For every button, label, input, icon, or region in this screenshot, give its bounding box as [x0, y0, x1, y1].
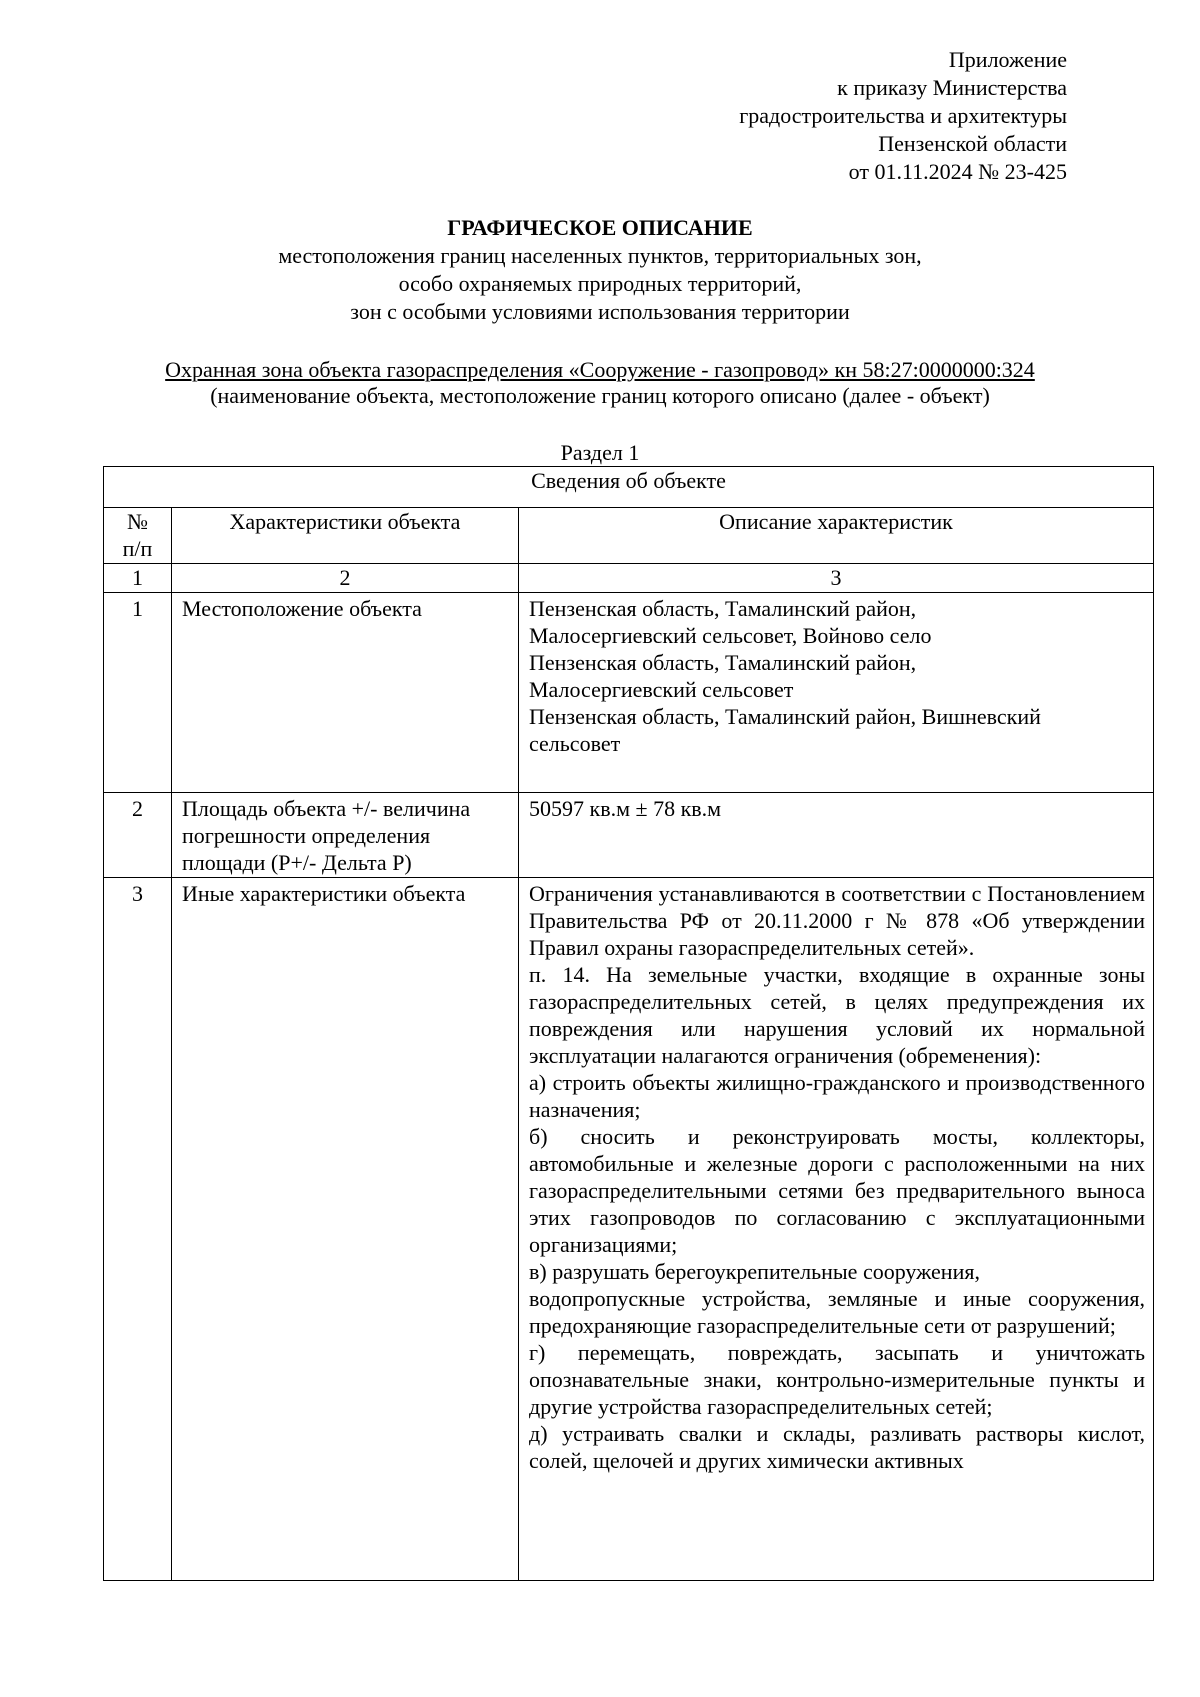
description-paragraph: Ограничения устанавливаются в соответствии с Постановлением Правительства РФ от 20.11.2000 г № 878 «Об утверждении Правил охраны газораспределительных сетей». [529, 881, 1145, 960]
object-name: Охранная зона объекта газораспределения «Сооружение - газопровод» кн 58:27:0000000:324 [165, 357, 1035, 382]
section-label: Раздел 1 [560, 440, 640, 465]
description-line: Пензенская область, Тамалинский район, [529, 596, 917, 621]
appendix-line: от 01.11.2024 № 23-425 [848, 159, 1067, 184]
description-line: сельсовет [529, 731, 621, 756]
document-title: ГРАФИЧЕСКОЕ ОПИСАНИЕ [447, 215, 753, 240]
column-header-num [104, 508, 172, 564]
object-info-table [103, 466, 1154, 1581]
appendix-line: градостроительства и архитектуры [739, 103, 1067, 128]
description-line: Малосергиевский сельсовет [529, 677, 794, 702]
row-characteristic: Площадь объекта +/- величина погрешности определения площади (Р+/- Дельта Р) [172, 793, 519, 878]
column-header-num-line: п/п [122, 536, 153, 561]
row-description [519, 793, 1154, 878]
row-description [519, 878, 1154, 1581]
description-line: 50597 кв.м ± 78 кв.м [529, 796, 722, 821]
row-characteristic: Иные характеристики объекта [172, 878, 519, 1581]
description-line: Малосергиевский сельсовет, Войново село [529, 623, 932, 648]
title-block [100, 214, 1100, 326]
description-line: Пензенская область, Тамалинский район, Вишневский [529, 704, 1041, 729]
table-row [104, 793, 1154, 878]
description-paragraph: в) разрушать берегоукрепительные сооружения, [529, 1259, 980, 1284]
description-line: Пензенская область, Тамалинский район, [529, 650, 917, 675]
row-number: 2 [104, 793, 172, 878]
appendix-line: к приказу Министерства [837, 75, 1067, 100]
subtitle-line: местоположения границ населенных пунктов, территориальных зон, [278, 243, 922, 268]
description-paragraph: а) строить объекты жилищно-гражданского и производственного назначения; [529, 1070, 1145, 1122]
description-paragraph: водопропускные устройства, земляные и иные сооружения, предохраняющие газораспределительные сети от разрушений; [529, 1286, 1145, 1338]
description-paragraph: г) перемещать, повреждать, засыпать и уничтожать опознавательные знаки, контрольно-измерительные пункты и другие устройства газораспределительных сетей; [529, 1340, 1145, 1419]
appendix-line: Пензенской области [878, 131, 1067, 156]
object-caption: (наименование объекта, местоположение границ которого описано (далее - объект) [210, 383, 990, 408]
column-header-desc: Описание характеристик [519, 508, 1154, 564]
document-subtitle [100, 242, 1100, 326]
column-header-char: Характеристики объекта [172, 508, 519, 564]
appendix-line: Приложение [948, 47, 1067, 72]
description-paragraph: п. 14. На земельные участки, входящие в охранные зоны газораспределительных сетей, в целях предупреждения их повреждения или нарушения условий их нормальной эксплуатации налагаются ограничения (обременения): [529, 962, 1145, 1068]
table-heading: Сведения об объекте [104, 467, 1154, 508]
subtitle-line: зон с особыми условиями использования территории [350, 299, 850, 324]
column-header-row [104, 508, 1154, 564]
table-heading-row [104, 467, 1154, 508]
description-paragraph: б) сносить и реконструировать мосты, коллекторы, автомобильные и железные дороги с расположенными на них газораспределительными сетями без предварительного выноса этих газопроводов по согласованию с эксплуатационными организациями; [529, 1124, 1145, 1257]
table-row [104, 593, 1154, 793]
column-header-num-line: № [127, 509, 148, 534]
row-characteristic: Местоположение объекта [172, 593, 519, 793]
column-number-row [104, 564, 1154, 593]
subtitle-line: особо охраняемых природных территорий, [398, 271, 802, 296]
row-number: 1 [104, 593, 172, 793]
description-paragraph: д) устраивать свалки и склады, разливать растворы кислот, солей, щелочей и других химически активных [529, 1421, 1145, 1473]
table-row [104, 878, 1154, 1581]
column-number: 1 [104, 564, 172, 593]
column-number: 3 [519, 564, 1154, 593]
appendix-block [567, 46, 1067, 186]
row-description [519, 593, 1154, 793]
column-number: 2 [172, 564, 519, 593]
row-number: 3 [104, 878, 172, 1581]
